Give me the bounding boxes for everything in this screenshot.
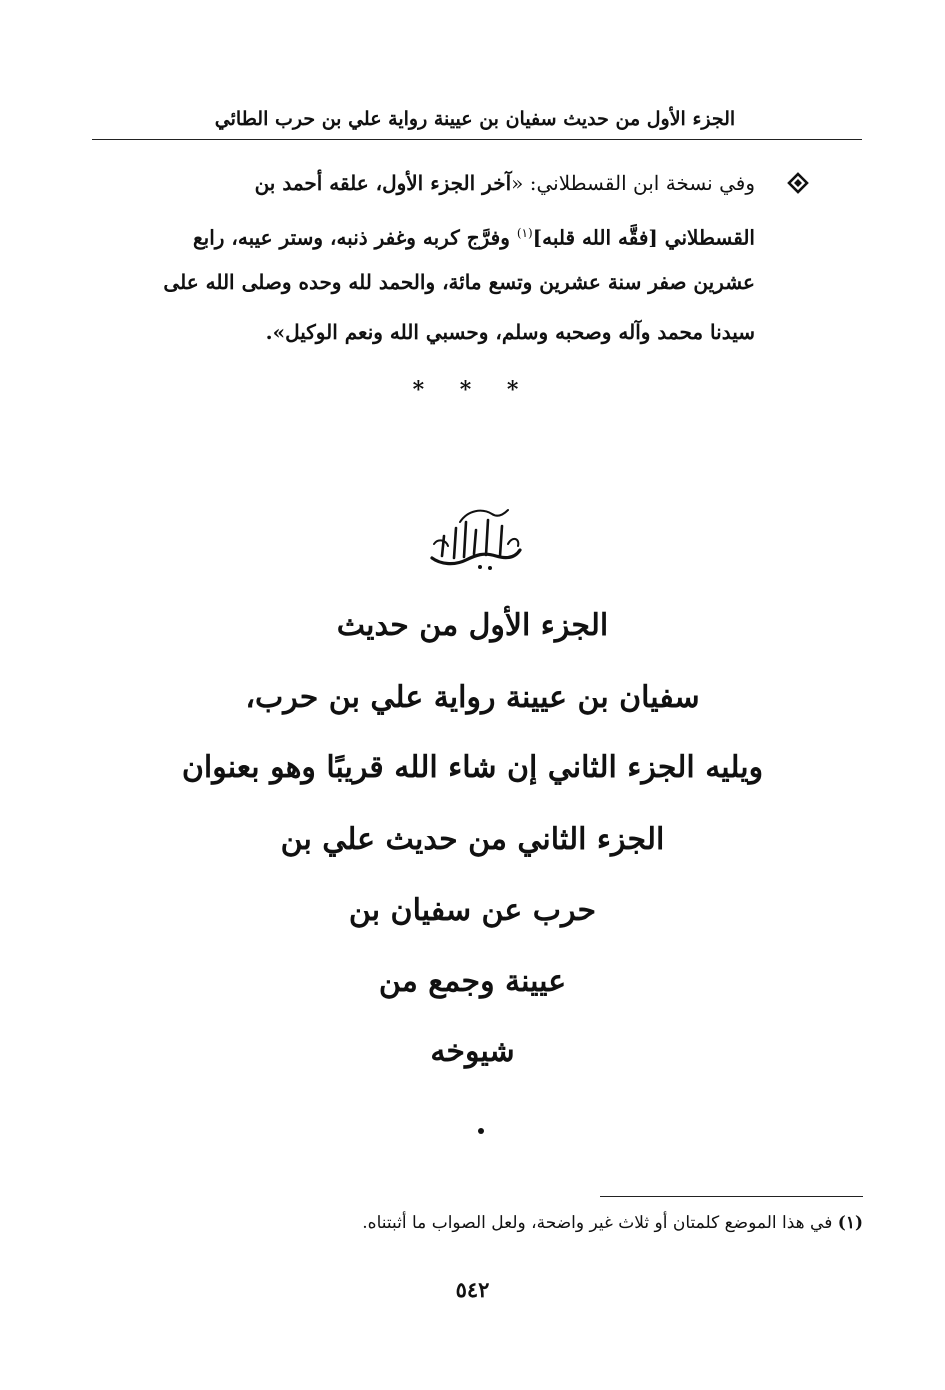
- note-line-1: [255, 168, 755, 198]
- footnote-reference: (١): [516, 226, 533, 240]
- colophon-line-1: الجزء الأول من حديث: [336, 608, 609, 643]
- footnote-text: في هذا الموضع كلمتان أو ثلاث غير واضحة، ولعل الصواب ما أثبتناه.: [362, 1213, 833, 1233]
- note-line-3: [163, 267, 755, 297]
- calligraphy-bihamdillah: [420, 500, 530, 575]
- header-rule: [92, 139, 862, 140]
- colophon-line-2: سفيان بن عيينة رواية علي بن حرب،: [245, 680, 700, 715]
- note-line-3-text: عشرين صفر سنة عشرين وتسع مائة، والحمد لله وحده وصلى الله على: [163, 270, 755, 294]
- colophon-line-6: عيينة وجمع من: [378, 964, 567, 999]
- colophon-line-7: شيوخه: [430, 1034, 515, 1069]
- colophon-line-3: ويليه الجزء الثاني إن شاء الله قريبًا وهو بعنوان: [181, 750, 764, 785]
- colophon-line-5: حرب عن سفيان بن: [348, 893, 597, 928]
- note-line-1-plain: وفي نسخة ابن القسطلاني: «: [511, 171, 755, 195]
- diamond-bullet-icon: [785, 172, 811, 198]
- running-header: الجزء الأول من حديث سفيان بن عيينة رواية علي بن حرب الطائي: [214, 108, 736, 130]
- note-line-2: [193, 218, 755, 253]
- note-line-1-bold: آخر الجزء الأول، علقه أحمد بن: [254, 171, 512, 195]
- note-line-2-after: وفرَّج كربه وغفر ذنبه، وستر عيبه، رابع: [193, 225, 517, 250]
- colophon-line-4: الجزء الثاني من حديث علي بن: [280, 822, 665, 857]
- note-line-2-before: القسطلاني [فقَّه الله قلبه]: [532, 225, 755, 250]
- note-line-4-text: سيدنا محمد وآله وصحبه وسلم، وحسبي الله ونعم الوكيل».: [265, 320, 755, 344]
- footnote: [362, 1208, 863, 1238]
- section-separator: * * *: [412, 377, 533, 403]
- note-line-4: [266, 317, 755, 347]
- end-dot: [478, 1128, 484, 1134]
- footnote-marker: (١): [837, 1213, 863, 1233]
- page-number: ٥٤٢: [455, 1277, 490, 1302]
- footnote-rule: [600, 1196, 863, 1197]
